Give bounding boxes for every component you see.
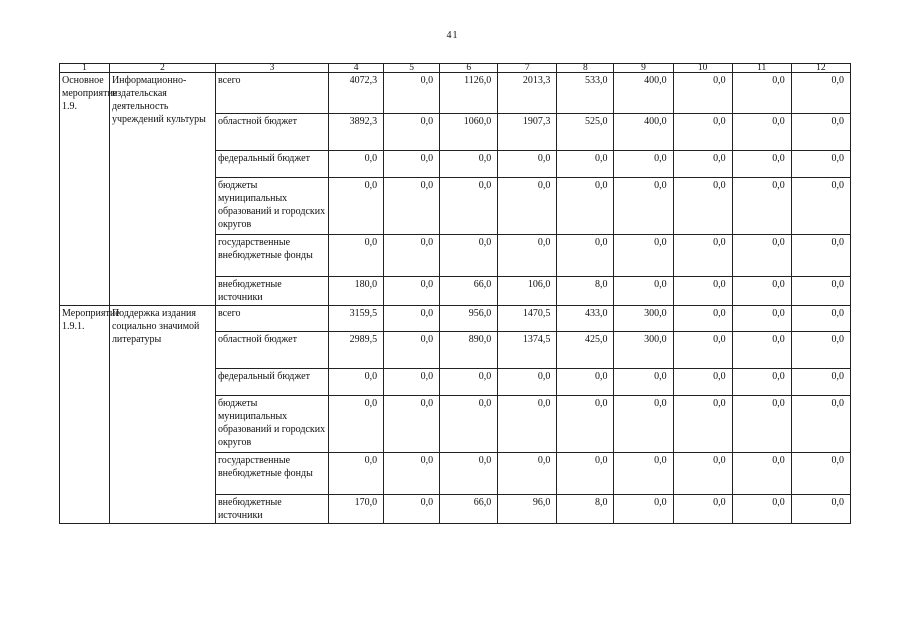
- amount-cell: 0,0: [440, 178, 498, 235]
- column-header: 11: [732, 64, 791, 73]
- column-header: 4: [329, 64, 384, 73]
- measure-name: Информационно-издательская деятельность учреждений культуры: [109, 73, 215, 306]
- amount-cell: 0,0: [673, 235, 732, 277]
- amount-cell: 0,0: [440, 151, 498, 178]
- amount-cell: 400,0: [614, 114, 673, 151]
- funding-source: внебюджетные источники: [215, 277, 328, 306]
- amount-cell: 66,0: [440, 495, 498, 524]
- amount-cell: 0,0: [791, 495, 850, 524]
- column-header: 6: [440, 64, 498, 73]
- amount-cell: 0,0: [498, 235, 557, 277]
- amount-cell: 0,0: [791, 306, 850, 332]
- amount-cell: 0,0: [732, 114, 791, 151]
- amount-cell: 0,0: [614, 495, 673, 524]
- amount-cell: 0,0: [732, 73, 791, 114]
- amount-cell: 0,0: [384, 396, 440, 453]
- measure-name: Поддержка издания социально значимой литературы: [109, 306, 215, 524]
- amount-cell: 0,0: [384, 306, 440, 332]
- amount-cell: 180,0: [329, 277, 384, 306]
- amount-cell: 0,0: [732, 396, 791, 453]
- amount-cell: 1470,5: [498, 306, 557, 332]
- measure-code: Мероприятие 1.9.1.: [60, 306, 110, 524]
- funding-source: бюджеты муниципальных образований и городских округов: [215, 178, 328, 235]
- funding-source: областной бюджет: [215, 114, 328, 151]
- column-header: 10: [673, 64, 732, 73]
- amount-cell: 0,0: [498, 453, 557, 495]
- amount-cell: 1126,0: [440, 73, 498, 114]
- amount-cell: 4072,3: [329, 73, 384, 114]
- amount-cell: 0,0: [791, 396, 850, 453]
- amount-cell: 533,0: [557, 73, 614, 114]
- column-header: 9: [614, 64, 673, 73]
- amount-cell: 0,0: [791, 178, 850, 235]
- amount-cell: 425,0: [557, 332, 614, 369]
- amount-cell: 956,0: [440, 306, 498, 332]
- column-header: 5: [384, 64, 440, 73]
- amount-cell: 8,0: [557, 277, 614, 306]
- amount-cell: 0,0: [791, 332, 850, 369]
- amount-cell: 0,0: [498, 178, 557, 235]
- page-number: 41: [446, 30, 459, 41]
- amount-cell: 0,0: [329, 178, 384, 235]
- amount-cell: 0,0: [384, 151, 440, 178]
- amount-cell: 0,0: [614, 277, 673, 306]
- amount-cell: 0,0: [440, 369, 498, 396]
- amount-cell: 0,0: [384, 332, 440, 369]
- amount-cell: 0,0: [384, 453, 440, 495]
- amount-cell: 0,0: [791, 235, 850, 277]
- amount-cell: 0,0: [329, 396, 384, 453]
- amount-cell: 300,0: [614, 306, 673, 332]
- amount-cell: 1907,3: [498, 114, 557, 151]
- amount-cell: 0,0: [557, 369, 614, 396]
- amount-cell: 0,0: [673, 369, 732, 396]
- amount-cell: 0,0: [673, 114, 732, 151]
- amount-cell: 0,0: [614, 178, 673, 235]
- measure-code: Основное мероприятие 1.9.: [60, 73, 110, 306]
- amount-cell: 0,0: [498, 369, 557, 396]
- amount-cell: 0,0: [791, 151, 850, 178]
- amount-cell: 0,0: [791, 114, 850, 151]
- amount-cell: 0,0: [440, 396, 498, 453]
- column-header: 12: [791, 64, 850, 73]
- column-header: 7: [498, 64, 557, 73]
- amount-cell: 0,0: [384, 114, 440, 151]
- amount-cell: 0,0: [673, 495, 732, 524]
- amount-cell: 0,0: [614, 151, 673, 178]
- amount-cell: 0,0: [732, 235, 791, 277]
- amount-cell: 1060,0: [440, 114, 498, 151]
- amount-cell: 2013,3: [498, 73, 557, 114]
- amount-cell: 0,0: [732, 306, 791, 332]
- amount-cell: 0,0: [732, 453, 791, 495]
- amount-cell: 106,0: [498, 277, 557, 306]
- amount-cell: 2989,5: [329, 332, 384, 369]
- amount-cell: 0,0: [673, 306, 732, 332]
- amount-cell: 0,0: [329, 235, 384, 277]
- amount-cell: 0,0: [384, 73, 440, 114]
- amount-cell: 0,0: [384, 277, 440, 306]
- amount-cell: 0,0: [791, 369, 850, 396]
- amount-cell: 0,0: [384, 369, 440, 396]
- amount-cell: 1374,5: [498, 332, 557, 369]
- funding-source: бюджеты муниципальных образований и городских округов: [215, 396, 328, 453]
- funding-source: федеральный бюджет: [215, 151, 328, 178]
- amount-cell: 0,0: [732, 178, 791, 235]
- funding-source: государственные внебюджетные фонды: [215, 235, 328, 277]
- amount-cell: 0,0: [791, 453, 850, 495]
- amount-cell: 0,0: [614, 396, 673, 453]
- amount-cell: 0,0: [673, 453, 732, 495]
- amount-cell: 400,0: [614, 73, 673, 114]
- amount-cell: 0,0: [732, 332, 791, 369]
- amount-cell: 0,0: [673, 396, 732, 453]
- column-header: 8: [557, 64, 614, 73]
- amount-cell: 0,0: [557, 151, 614, 178]
- funding-source: областной бюджет: [215, 332, 328, 369]
- column-header: 1: [60, 64, 110, 73]
- amount-cell: 96,0: [498, 495, 557, 524]
- amount-cell: 0,0: [791, 277, 850, 306]
- amount-cell: 0,0: [732, 369, 791, 396]
- amount-cell: 0,0: [732, 495, 791, 524]
- amount-cell: 433,0: [557, 306, 614, 332]
- amount-cell: 0,0: [673, 151, 732, 178]
- header-row: [60, 64, 851, 73]
- amount-cell: 0,0: [557, 178, 614, 235]
- amount-cell: 3892,3: [329, 114, 384, 151]
- amount-cell: 0,0: [440, 453, 498, 495]
- amount-cell: 0,0: [384, 178, 440, 235]
- table-row: [60, 306, 851, 332]
- funding-source: внебюджетные источники: [215, 495, 328, 524]
- budget-table: [59, 63, 851, 524]
- amount-cell: 0,0: [329, 453, 384, 495]
- amount-cell: 0,0: [557, 235, 614, 277]
- amount-cell: 890,0: [440, 332, 498, 369]
- amount-cell: 0,0: [329, 369, 384, 396]
- amount-cell: 0,0: [557, 453, 614, 495]
- amount-cell: 3159,5: [329, 306, 384, 332]
- funding-source: государственные внебюджетные фонды: [215, 453, 328, 495]
- amount-cell: 0,0: [329, 151, 384, 178]
- column-header: 3: [215, 64, 328, 73]
- amount-cell: 0,0: [614, 369, 673, 396]
- amount-cell: 300,0: [614, 332, 673, 369]
- amount-cell: 66,0: [440, 277, 498, 306]
- amount-cell: 0,0: [791, 73, 850, 114]
- amount-cell: 0,0: [557, 396, 614, 453]
- amount-cell: 0,0: [732, 151, 791, 178]
- amount-cell: 0,0: [498, 396, 557, 453]
- amount-cell: 0,0: [673, 73, 732, 114]
- amount-cell: 0,0: [614, 235, 673, 277]
- amount-cell: 0,0: [440, 235, 498, 277]
- funding-source: федеральный бюджет: [215, 369, 328, 396]
- amount-cell: 0,0: [614, 453, 673, 495]
- amount-cell: 0,0: [673, 277, 732, 306]
- funding-source: всего: [215, 306, 328, 332]
- funding-source: всего: [215, 73, 328, 114]
- amount-cell: 0,0: [673, 332, 732, 369]
- amount-cell: 0,0: [732, 277, 791, 306]
- amount-cell: 0,0: [498, 151, 557, 178]
- amount-cell: 8,0: [557, 495, 614, 524]
- table-row: [60, 73, 851, 114]
- amount-cell: 0,0: [673, 178, 732, 235]
- amount-cell: 0,0: [384, 235, 440, 277]
- amount-cell: 525,0: [557, 114, 614, 151]
- amount-cell: 170,0: [329, 495, 384, 524]
- column-header: 2: [109, 64, 215, 73]
- amount-cell: 0,0: [384, 495, 440, 524]
